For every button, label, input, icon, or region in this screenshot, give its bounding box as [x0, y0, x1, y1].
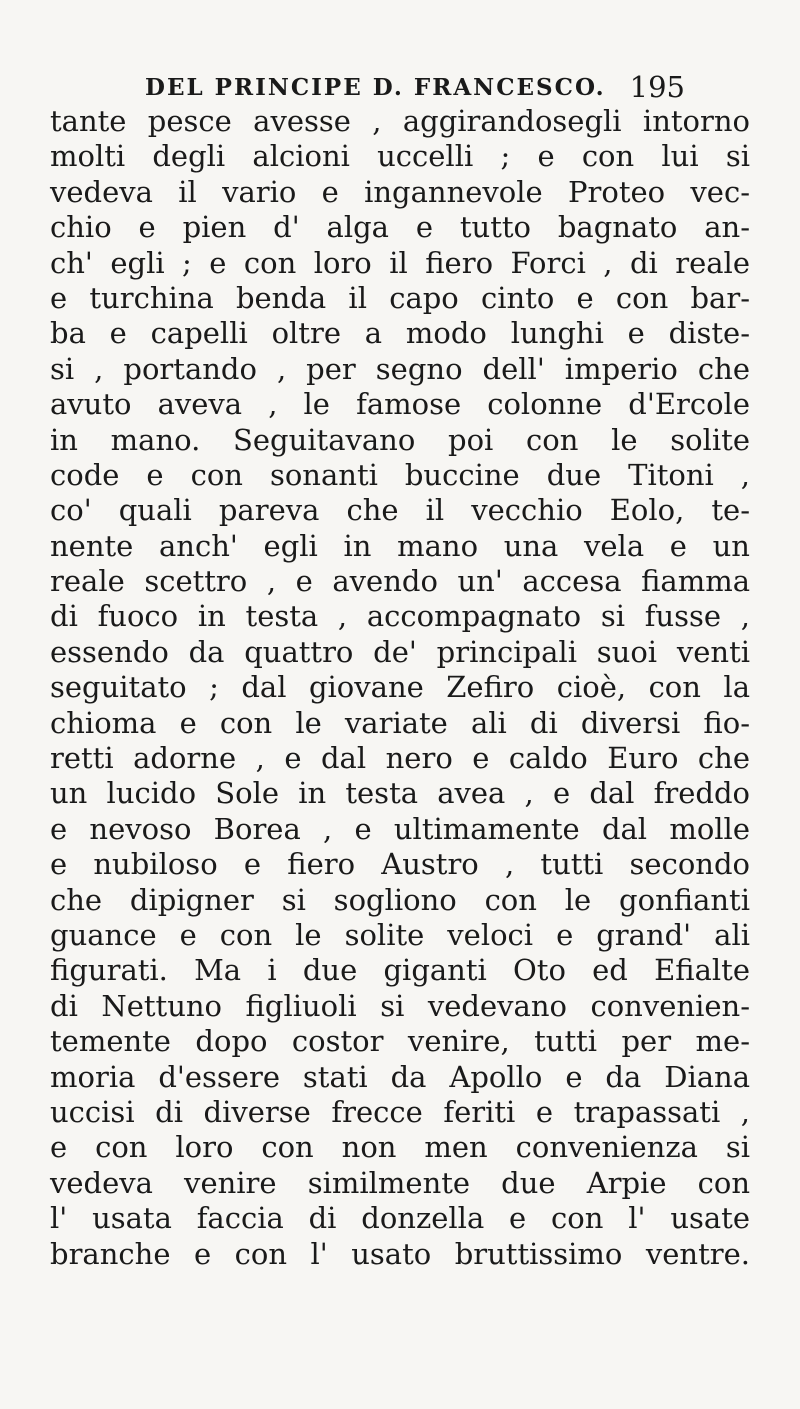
text-line: che dipigner si sogliono con le gonfianti	[50, 882, 750, 917]
text-line: seguitato ; dal giovane Zefiro cioè, con la	[50, 670, 750, 705]
text-line: e turchina benda il capo cinto e con bar-	[50, 280, 750, 315]
text-line: ba e capelli oltre a modo lunghi e diste-	[50, 316, 750, 351]
text-line: chioma e con le variate ali di diversi fio-	[50, 705, 750, 740]
text-line: moria d'essere stati da Apollo e da Diana	[50, 1059, 750, 1094]
text-line: nente anch' egli in mano una vela e un	[50, 528, 750, 563]
running-title: DEL PRINCIPE D. FRANCESCO.	[145, 74, 606, 101]
text-line: chio e pien d' alga e tutto bagnato an-	[50, 210, 750, 245]
text-line: si , portando , per segno dell' imperio che	[50, 351, 750, 386]
text-line: vedeva venire similmente due Arpie con	[50, 1165, 750, 1200]
text-line: branche e con l' usato bruttissimo ventre.	[50, 1236, 750, 1271]
text-line: e nubiloso e fiero Austro , tutti secondo	[50, 847, 750, 882]
text-line: un lucido Sole in testa avea , e dal freddo	[50, 776, 750, 811]
text-line: essendo da quattro de' principali suoi venti	[50, 634, 750, 669]
text-line: vedeva il vario e ingannevole Proteo vec-	[50, 174, 750, 209]
text-line: code e con sonanti buccine due Titoni ,	[50, 457, 750, 492]
text-line: uccisi di diverse frecce feriti e trapassati ,	[50, 1094, 750, 1129]
text-line: figurati. Ma i due giganti Oto ed Efialte	[50, 953, 750, 988]
text-line: reale scettro , e avendo un' accesa fiamma	[50, 564, 750, 599]
body-text	[50, 104, 750, 1272]
text-line: molti degli alcioni uccelli ; e con lui si	[50, 139, 750, 174]
text-line: e con loro con non men convenienza si	[50, 1130, 750, 1165]
text-line: di Nettuno figliuoli si vedevano convenien-	[50, 988, 750, 1023]
text-line: retti adorne , e dal nero e caldo Euro che	[50, 741, 750, 776]
text-line: di fuoco in testa , accompagnato si fusse ,	[50, 599, 750, 634]
text-line: avuto aveva , le famose colonne d'Ercole	[50, 387, 750, 422]
text-line: temente dopo costor venire, tutti per me-	[50, 1024, 750, 1059]
text-line: ch' egli ; e con loro il fiero Forci , di reale	[50, 245, 750, 280]
page-number: 195	[629, 70, 685, 104]
text-line: co' quali pareva che il vecchio Eolo, te-	[50, 493, 750, 528]
text-line: guance e con le solite veloci e grand' ali	[50, 917, 750, 952]
text-line: l' usata faccia di donzella e con l' usate	[50, 1201, 750, 1236]
text-line: in mano. Seguitavano poi con le solite	[50, 422, 750, 457]
running-head	[145, 70, 685, 104]
text-line: e nevoso Borea , e ultimamente dal molle	[50, 811, 750, 846]
text-line: tante pesce avesse , aggirandosegli intorno	[50, 104, 750, 138]
